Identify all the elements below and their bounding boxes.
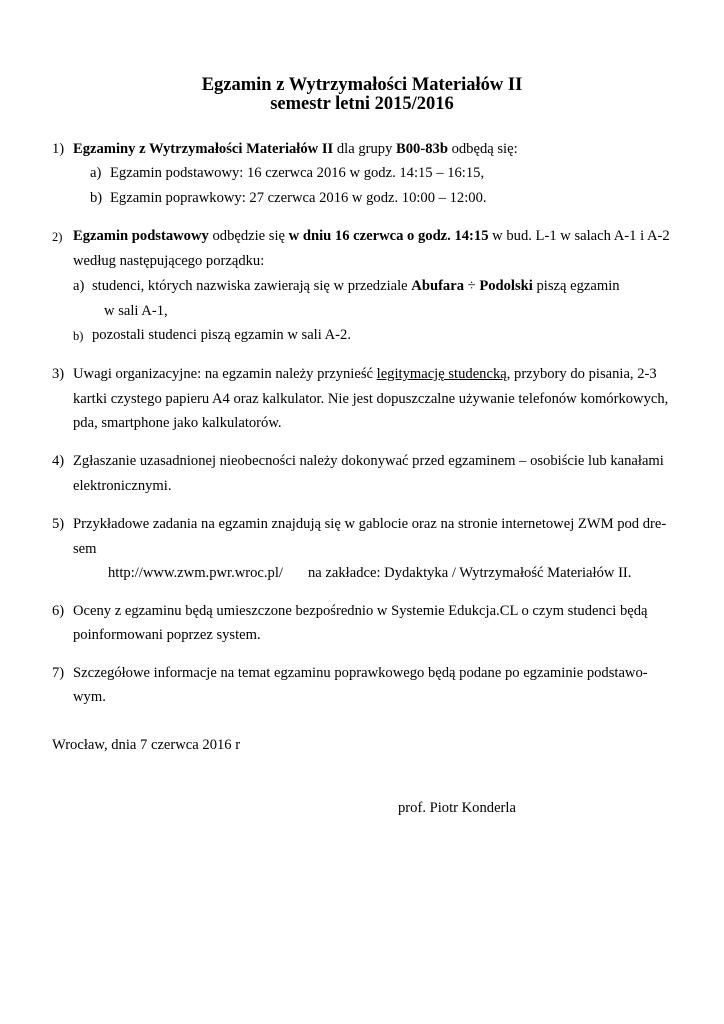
item-1-bold-group: B00-83b <box>396 141 448 157</box>
item-2a-text-end: piszą egzamin <box>532 278 620 294</box>
item-2a-label: a) <box>73 278 85 294</box>
item-2-line-2: według następującego porządku: <box>73 253 265 269</box>
item-7-line-1: Szczegółowe informacje na temat egzaminu poprawkowego będą podane po egzaminie podstawo- <box>73 665 648 681</box>
signature: prof. Piotr Konderla <box>398 800 516 816</box>
item-2a-bold-from: Abufara <box>411 278 464 294</box>
item-6-number: 6) <box>52 603 65 619</box>
item-3-line-1 <box>73 366 657 383</box>
item-4-line-1: Zgłaszanie uzasadnionej nieobecności należy dokonywać przed egzaminem – osobiście lub kanałami <box>73 453 664 469</box>
item-5-line-2: sem <box>73 541 97 557</box>
item-1b-text: Egzamin poprawkowy: 27 czerwca 2016 w godz. 10:00 – 12:00. <box>110 190 487 206</box>
item-3-line-3: pda, smartphone jako kalkulatorów. <box>73 415 282 431</box>
item-2a-line-2: w sali A-1, <box>104 303 168 319</box>
item-1a-label: a) <box>90 165 102 181</box>
item-2a-text: studenci, których nazwiska zawierają się w przedziale <box>92 278 412 294</box>
item-2-number: 2) <box>52 230 63 244</box>
document-subtitle: semestr letni 2015/2016 <box>270 94 454 114</box>
item-5-line-1: Przykładowe zadania na egzamin znajdują się w gablocie oraz na stronie internetowej ZWM pod dre- <box>73 516 667 532</box>
item-1-text: dla grupy <box>333 141 397 157</box>
item-2a-bold-to: Podolski <box>479 278 533 294</box>
item-1-bold-course: Egzaminy z Wytrzymałości Materiałów II <box>73 141 334 157</box>
item-3-underlined-id: legitymację studencką <box>376 366 507 382</box>
item-4-number: 4) <box>52 453 65 469</box>
item-2a-line-1 <box>92 278 620 295</box>
item-2b-text: pozostali studenci piszą egzamin w sali A-2. <box>92 327 351 343</box>
place-date: Wrocław, dnia 7 czerwca 2016 r <box>52 737 241 753</box>
item-2-bold-date: w dniu 16 czerwca o godz. 14:15 <box>288 228 489 244</box>
item-1-line-1 <box>73 141 518 158</box>
item-6-line-1: Oceny z egzaminu będą umieszczone bezpośrednio w Systemie Edukcja.CL o czym studenci będą <box>73 603 648 619</box>
item-2b-label: b) <box>73 329 84 343</box>
item-1-number: 1) <box>52 141 65 157</box>
item-2-line-1 <box>73 228 670 245</box>
item-2-text: odbędzie się <box>208 228 289 244</box>
item-3-line-2: kartki czystego papieru A4 oraz kalkulator. Nie jest dopuszczalne używanie telefonów komórkowych, <box>73 391 669 407</box>
item-7-number: 7) <box>52 665 65 681</box>
item-3-text-end: , przybory do pisania, 2-3 <box>506 366 657 382</box>
item-4-line-2: elektronicznymi. <box>73 478 172 494</box>
item-5-number: 5) <box>52 516 65 532</box>
item-3-text: Uwagi organizacyjne: na egzamin należy przynieść <box>73 366 377 382</box>
item-2-text-end: w bud. L-1 w salach A-1 i A-2 <box>488 228 670 244</box>
item-5-tab-text: na zakładce: Dydaktyka / Wytrzymałość Materiałów II. <box>308 565 632 581</box>
item-3-number: 3) <box>52 366 65 382</box>
item-2a-divide-sign: ÷ <box>464 278 480 294</box>
document-title: Egzamin z Wytrzymałości Materiałów II <box>201 75 523 95</box>
item-6-line-2: poinformowani poprzez system. <box>73 627 261 643</box>
item-1-text-end: odbędą się: <box>447 141 518 157</box>
item-5-url: http://www.zwm.pwr.wroc.pl/ <box>108 565 283 581</box>
item-1a-text: Egzamin podstawowy: 16 czerwca 2016 w godz. 14:15 – 16:15, <box>110 165 485 181</box>
item-2-bold-exam: Egzamin podstawowy <box>73 228 209 244</box>
item-1b-label: b) <box>90 190 103 206</box>
item-7-line-2: wym. <box>73 689 106 705</box>
